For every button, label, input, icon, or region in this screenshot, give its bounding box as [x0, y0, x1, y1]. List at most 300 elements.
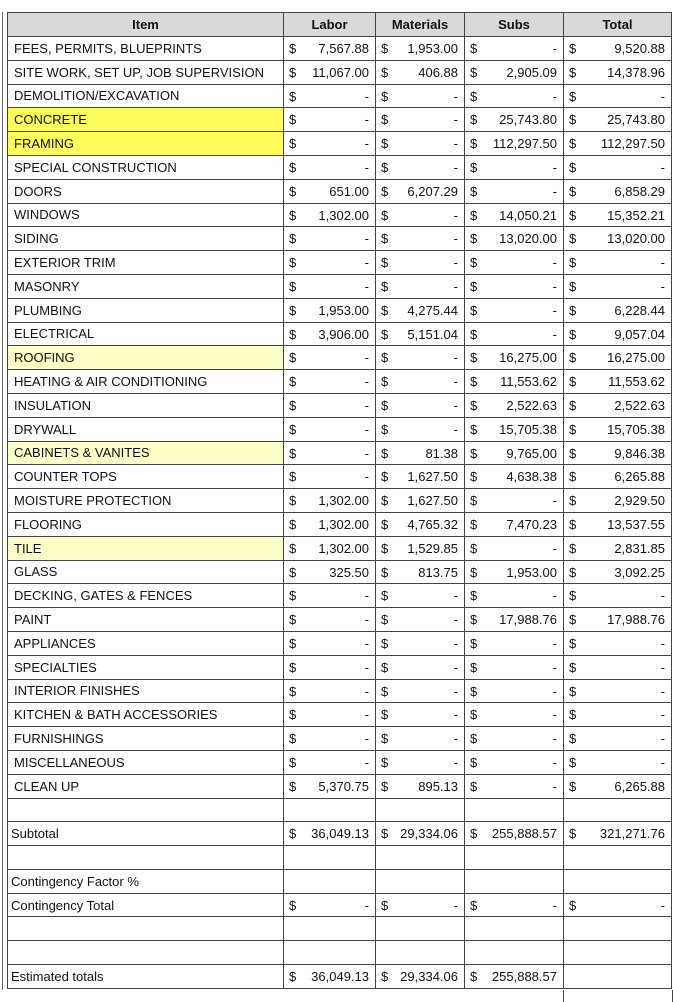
materials-value: -: [453, 421, 458, 437]
currency-symbol: $: [569, 374, 577, 390]
labor-cell[interactable]: [284, 917, 376, 941]
item-cell[interactable]: DRYWALL: [8, 417, 284, 441]
materials-value: -: [453, 754, 458, 770]
total-cell[interactable]: [564, 774, 672, 798]
subs-cell[interactable]: [465, 37, 564, 61]
subs-cell[interactable]: [465, 346, 564, 370]
subs-cell[interactable]: [465, 941, 564, 965]
item-cell[interactable]: CABINETS & VANITES: [8, 441, 284, 465]
materials-cell[interactable]: [376, 512, 465, 536]
total-cell[interactable]: [564, 179, 672, 203]
subs-value: -: [552, 754, 557, 770]
item-cell[interactable]: INSULATION: [8, 393, 284, 417]
total-cell[interactable]: [564, 108, 672, 132]
materials-cell[interactable]: [376, 774, 465, 798]
total-cell[interactable]: [564, 679, 672, 703]
subs-cell[interactable]: [465, 108, 564, 132]
item-cell[interactable]: PAINT: [8, 608, 284, 632]
labor-value: 1,953.00: [318, 302, 369, 318]
item-cell[interactable]: Estimated totals: [8, 965, 284, 989]
item-cell[interactable]: SITE WORK, SET UP, JOB SUPERVISION: [8, 60, 284, 84]
materials-cell[interactable]: [376, 155, 465, 179]
labor-cell[interactable]: [284, 631, 376, 655]
total-cell[interactable]: [564, 465, 672, 489]
materials-cell[interactable]: [376, 37, 465, 61]
total-value: 15,352.21: [607, 207, 665, 223]
item-cell[interactable]: DECKING, GATES & FENCES: [8, 584, 284, 608]
item-cell[interactable]: PLUMBING: [8, 298, 284, 322]
table-row: [8, 203, 672, 227]
subs-cell[interactable]: [465, 274, 564, 298]
currency-symbol: $: [569, 88, 577, 104]
materials-cell[interactable]: [376, 869, 465, 893]
total-value: -: [660, 88, 665, 104]
item-cell[interactable]: FEES, PERMITS, BLUEPRINTS: [8, 37, 284, 61]
materials-cell[interactable]: [376, 441, 465, 465]
materials-cell[interactable]: [376, 227, 465, 251]
labor-cell[interactable]: [284, 108, 376, 132]
total-cell[interactable]: [564, 798, 672, 822]
currency-symbol: $: [470, 278, 478, 294]
labor-value: -: [364, 421, 369, 437]
item-cell[interactable]: ELECTRICAL: [8, 322, 284, 346]
labor-cell[interactable]: [284, 417, 376, 441]
table-row: [8, 370, 672, 394]
currency-symbol: $: [569, 159, 577, 175]
currency-symbol: $: [289, 445, 297, 461]
labor-cell[interactable]: [284, 536, 376, 560]
item-cell[interactable]: Contingency Total: [8, 893, 284, 917]
subs-cell[interactable]: [465, 203, 564, 227]
total-cell[interactable]: [564, 893, 672, 917]
item-cell[interactable]: Contingency Factor %: [8, 869, 284, 893]
item-cell[interactable]: Subtotal: [8, 822, 284, 846]
total-cell[interactable]: [564, 489, 672, 513]
total-cell[interactable]: [564, 370, 672, 394]
materials-cell[interactable]: [376, 274, 465, 298]
materials-cell[interactable]: [376, 132, 465, 156]
currency-symbol: $: [381, 516, 389, 532]
total-cell[interactable]: [564, 346, 672, 370]
materials-cell[interactable]: [376, 298, 465, 322]
table-row: [8, 251, 672, 275]
materials-cell[interactable]: [376, 393, 465, 417]
table-row: [8, 512, 672, 536]
labor-value: -: [364, 731, 369, 747]
total-cell[interactable]: [564, 846, 672, 870]
labor-cell[interactable]: [284, 869, 376, 893]
subs-cell[interactable]: [465, 298, 564, 322]
item-cell[interactable]: DEMOLITION/EXCAVATION: [8, 84, 284, 108]
total-cell[interactable]: [564, 917, 672, 941]
labor-cell[interactable]: [284, 298, 376, 322]
labor-cell[interactable]: [284, 489, 376, 513]
total-cell[interactable]: [564, 60, 672, 84]
labor-cell[interactable]: [284, 465, 376, 489]
subs-cell[interactable]: [465, 512, 564, 536]
subs-cell[interactable]: [465, 703, 564, 727]
labor-cell[interactable]: [284, 893, 376, 917]
materials-cell[interactable]: [376, 893, 465, 917]
labor-cell[interactable]: [284, 727, 376, 751]
labor-cell[interactable]: [284, 393, 376, 417]
materials-cell[interactable]: [376, 251, 465, 275]
total-cell[interactable]: [564, 536, 672, 560]
item-cell[interactable]: [8, 917, 284, 941]
subs-cell[interactable]: [465, 631, 564, 655]
labor-cell[interactable]: [284, 227, 376, 251]
currency-symbol: $: [569, 826, 577, 842]
subs-value: -: [552, 326, 557, 342]
subs-value: -: [552, 88, 557, 104]
cost-estimate-table: [7, 12, 672, 989]
item-cell[interactable]: SPECIALTIES: [8, 655, 284, 679]
subs-cell[interactable]: [465, 679, 564, 703]
currency-symbol: $: [289, 421, 297, 437]
materials-cell[interactable]: [376, 108, 465, 132]
labor-value: 1,302.00: [318, 540, 369, 556]
subs-cell[interactable]: [465, 322, 564, 346]
currency-symbol: $: [569, 469, 577, 485]
materials-value: -: [453, 350, 458, 366]
labor-value: -: [364, 707, 369, 723]
materials-cell[interactable]: [376, 536, 465, 560]
total-cell[interactable]: [564, 560, 672, 584]
total-cell[interactable]: [564, 155, 672, 179]
materials-cell[interactable]: [376, 465, 465, 489]
labor-cell[interactable]: [284, 750, 376, 774]
item-cell[interactable]: DOORS: [8, 179, 284, 203]
item-cell[interactable]: KITCHEN & BATH ACCESSORIES: [8, 703, 284, 727]
currency-symbol: $: [569, 112, 577, 128]
item-cell[interactable]: [8, 798, 284, 822]
labor-cell[interactable]: [284, 679, 376, 703]
labor-cell[interactable]: [284, 251, 376, 275]
total-cell[interactable]: [564, 965, 672, 989]
total-value: -: [660, 659, 665, 675]
materials-cell[interactable]: [376, 679, 465, 703]
currency-symbol: $: [289, 778, 297, 794]
materials-cell[interactable]: [376, 346, 465, 370]
total-cell[interactable]: [564, 37, 672, 61]
subs-value: 7,470.23: [506, 516, 557, 532]
currency-symbol: $: [470, 374, 478, 390]
header-labor[interactable]: Labor: [284, 13, 376, 37]
subs-cell[interactable]: [465, 251, 564, 275]
currency-symbol: $: [470, 302, 478, 318]
labor-cell[interactable]: [284, 346, 376, 370]
subs-cell[interactable]: [465, 465, 564, 489]
currency-symbol: $: [289, 540, 297, 556]
labor-cell[interactable]: [284, 274, 376, 298]
currency-symbol: $: [470, 754, 478, 770]
item-cell[interactable]: COUNTER TOPS: [8, 465, 284, 489]
materials-cell[interactable]: [376, 203, 465, 227]
subs-cell[interactable]: [465, 132, 564, 156]
header-total[interactable]: Total: [564, 13, 672, 37]
labor-cell[interactable]: [284, 84, 376, 108]
total-cell[interactable]: [564, 203, 672, 227]
total-cell[interactable]: [564, 631, 672, 655]
subs-cell[interactable]: [465, 774, 564, 798]
labor-value: -: [364, 612, 369, 628]
labor-cell[interactable]: [284, 774, 376, 798]
item-cell[interactable]: MOISTURE PROTECTION: [8, 489, 284, 513]
labor-value: 5,370.75: [318, 778, 369, 794]
currency-symbol: $: [569, 64, 577, 80]
currency-symbol: $: [470, 469, 478, 485]
labor-cell[interactable]: [284, 822, 376, 846]
item-cell[interactable]: GLASS: [8, 560, 284, 584]
item-cell[interactable]: WINDOWS: [8, 203, 284, 227]
total-cell[interactable]: [564, 750, 672, 774]
item-cell[interactable]: FLOORING: [8, 512, 284, 536]
labor-cell[interactable]: [284, 608, 376, 632]
total-value: -: [660, 159, 665, 175]
materials-value: -: [453, 112, 458, 128]
labor-cell[interactable]: [284, 322, 376, 346]
labor-cell[interactable]: [284, 846, 376, 870]
subs-cell[interactable]: [465, 84, 564, 108]
currency-symbol: $: [381, 397, 389, 413]
labor-value: -: [364, 136, 369, 152]
materials-cell[interactable]: [376, 489, 465, 513]
total-cell[interactable]: [564, 84, 672, 108]
materials-cell[interactable]: [376, 60, 465, 84]
item-cell[interactable]: FURNISHINGS: [8, 727, 284, 751]
item-cell[interactable]: SIDING: [8, 227, 284, 251]
subs-cell[interactable]: [465, 536, 564, 560]
subs-cell[interactable]: [465, 965, 564, 989]
materials-cell[interactable]: [376, 84, 465, 108]
total-value: 6,265.88: [614, 778, 665, 794]
labor-value: 36,049.13: [311, 826, 369, 842]
subs-cell[interactable]: [465, 750, 564, 774]
currency-symbol: $: [470, 612, 478, 628]
item-cell[interactable]: SPECIAL CONSTRUCTION: [8, 155, 284, 179]
subs-cell[interactable]: [465, 608, 564, 632]
subs-cell[interactable]: [465, 155, 564, 179]
header-item[interactable]: Item: [8, 13, 284, 37]
labor-cell[interactable]: [284, 179, 376, 203]
materials-cell[interactable]: [376, 370, 465, 394]
total-cell[interactable]: [564, 298, 672, 322]
currency-symbol: $: [289, 374, 297, 390]
total-cell[interactable]: [564, 132, 672, 156]
total-cell[interactable]: [564, 227, 672, 251]
total-cell[interactable]: [564, 822, 672, 846]
table-row: [8, 608, 672, 632]
subs-cell[interactable]: [465, 655, 564, 679]
subs-cell[interactable]: [465, 489, 564, 513]
labor-value: -: [364, 445, 369, 461]
header-materials[interactable]: Materials: [376, 13, 465, 37]
item-cell[interactable]: MASONRY: [8, 274, 284, 298]
total-cell[interactable]: [564, 417, 672, 441]
currency-symbol: $: [470, 41, 478, 56]
materials-cell[interactable]: [376, 608, 465, 632]
subs-cell[interactable]: [465, 370, 564, 394]
labor-cell[interactable]: [284, 441, 376, 465]
subs-cell[interactable]: [465, 227, 564, 251]
labor-cell[interactable]: [284, 60, 376, 84]
table-row: [8, 750, 672, 774]
labor-cell[interactable]: [284, 132, 376, 156]
subs-cell[interactable]: [465, 393, 564, 417]
materials-cell[interactable]: [376, 560, 465, 584]
currency-symbol: $: [470, 897, 478, 913]
labor-cell[interactable]: [284, 37, 376, 61]
subs-cell[interactable]: [465, 60, 564, 84]
item-cell[interactable]: TILE: [8, 536, 284, 560]
header-row: [8, 13, 672, 37]
item-cell[interactable]: FRAMING: [8, 132, 284, 156]
item-cell[interactable]: INTERIOR FINISHES: [8, 679, 284, 703]
table-row: [8, 417, 672, 441]
materials-cell[interactable]: [376, 584, 465, 608]
total-cell[interactable]: [564, 512, 672, 536]
total-cell[interactable]: [564, 322, 672, 346]
total-value: 6,858.29: [614, 183, 665, 199]
item-cell[interactable]: CLEAN UP: [8, 774, 284, 798]
subs-cell[interactable]: [465, 893, 564, 917]
item-cell[interactable]: HEATING & AIR CONDITIONING: [8, 370, 284, 394]
table-row: [8, 822, 672, 846]
materials-cell[interactable]: [376, 941, 465, 965]
total-cell[interactable]: [564, 251, 672, 275]
materials-cell[interactable]: [376, 727, 465, 751]
subs-cell[interactable]: [465, 798, 564, 822]
currency-symbol: $: [569, 778, 577, 794]
subs-value: -: [552, 540, 557, 556]
labor-cell[interactable]: [284, 203, 376, 227]
currency-symbol: $: [381, 659, 389, 675]
total-cell[interactable]: [564, 608, 672, 632]
labor-value: -: [364, 897, 369, 913]
currency-symbol: $: [569, 183, 577, 199]
currency-symbol: $: [381, 754, 389, 770]
currency-symbol: $: [381, 88, 389, 104]
subs-cell[interactable]: [465, 822, 564, 846]
total-cell[interactable]: [564, 941, 672, 965]
table-row: [8, 227, 672, 251]
labor-value: 11,067.00: [312, 64, 369, 80]
currency-symbol: $: [289, 612, 297, 628]
materials-cell[interactable]: [376, 322, 465, 346]
currency-symbol: $: [470, 707, 478, 723]
labor-cell[interactable]: [284, 965, 376, 989]
labor-value: -: [364, 754, 369, 770]
subs-cell[interactable]: [465, 441, 564, 465]
labor-cell[interactable]: [284, 798, 376, 822]
labor-cell[interactable]: [284, 655, 376, 679]
materials-value: 1,529.85: [407, 540, 458, 556]
materials-cell[interactable]: [376, 631, 465, 655]
header-subs[interactable]: Subs: [465, 13, 564, 37]
subs-value: -: [552, 302, 557, 318]
labor-value: -: [364, 374, 369, 390]
materials-cell[interactable]: [376, 965, 465, 989]
item-cell[interactable]: APPLIANCES: [8, 631, 284, 655]
labor-cell[interactable]: [284, 155, 376, 179]
currency-symbol: $: [381, 445, 389, 461]
currency-symbol: $: [470, 231, 478, 247]
table-row: [8, 37, 672, 61]
materials-cell[interactable]: [376, 822, 465, 846]
labor-cell[interactable]: [284, 584, 376, 608]
labor-value: 7,567.88: [318, 41, 369, 56]
materials-cell[interactable]: [376, 655, 465, 679]
currency-symbol: $: [381, 635, 389, 651]
labor-cell[interactable]: [284, 512, 376, 536]
table-row: [8, 727, 672, 751]
subs-cell[interactable]: [465, 869, 564, 893]
item-cell[interactable]: [8, 846, 284, 870]
total-cell[interactable]: [564, 703, 672, 727]
total-cell[interactable]: [564, 727, 672, 751]
item-cell[interactable]: MISCELLANEOUS: [8, 750, 284, 774]
currency-symbol: $: [289, 207, 297, 223]
currency-symbol: $: [569, 612, 577, 628]
currency-symbol: $: [289, 564, 297, 580]
item-cell[interactable]: CONCRETE: [8, 108, 284, 132]
currency-symbol: $: [381, 374, 389, 390]
total-cell[interactable]: [564, 441, 672, 465]
subs-cell[interactable]: [465, 727, 564, 751]
labor-cell[interactable]: [284, 703, 376, 727]
total-cell[interactable]: [564, 655, 672, 679]
subs-cell[interactable]: [465, 917, 564, 941]
currency-symbol: $: [569, 136, 577, 152]
subs-value: 4,638.38: [506, 469, 557, 485]
labor-value: 36,049.13: [311, 969, 369, 985]
labor-cell[interactable]: [284, 370, 376, 394]
currency-symbol: $: [470, 659, 478, 675]
table-row: [8, 679, 672, 703]
materials-cell[interactable]: [376, 846, 465, 870]
total-value: 9,520.88: [614, 41, 665, 56]
labor-cell[interactable]: [284, 941, 376, 965]
item-cell[interactable]: EXTERIOR TRIM: [8, 251, 284, 275]
materials-cell[interactable]: [376, 917, 465, 941]
currency-symbol: $: [381, 350, 389, 366]
materials-cell[interactable]: [376, 417, 465, 441]
materials-cell[interactable]: [376, 750, 465, 774]
total-cell[interactable]: [564, 393, 672, 417]
materials-cell[interactable]: [376, 703, 465, 727]
subs-cell[interactable]: [465, 417, 564, 441]
total-value: 112,297.50: [600, 136, 665, 152]
materials-cell[interactable]: [376, 179, 465, 203]
total-value: 6,265.88: [614, 469, 665, 485]
total-cell[interactable]: [564, 274, 672, 298]
item-cell[interactable]: ROOFING: [8, 346, 284, 370]
labor-cell[interactable]: [284, 560, 376, 584]
subs-cell[interactable]: [465, 179, 564, 203]
labor-value: -: [364, 278, 369, 294]
total-value: 14,378.96: [607, 64, 665, 80]
materials-value: -: [453, 278, 458, 294]
labor-value: 651.00: [329, 183, 369, 199]
subs-cell[interactable]: [465, 560, 564, 584]
item-cell[interactable]: [8, 941, 284, 965]
total-value: -: [660, 683, 665, 699]
total-cell[interactable]: [564, 869, 672, 893]
total-cell[interactable]: [564, 584, 672, 608]
subs-cell[interactable]: [465, 846, 564, 870]
materials-cell[interactable]: [376, 798, 465, 822]
subs-cell[interactable]: [465, 584, 564, 608]
